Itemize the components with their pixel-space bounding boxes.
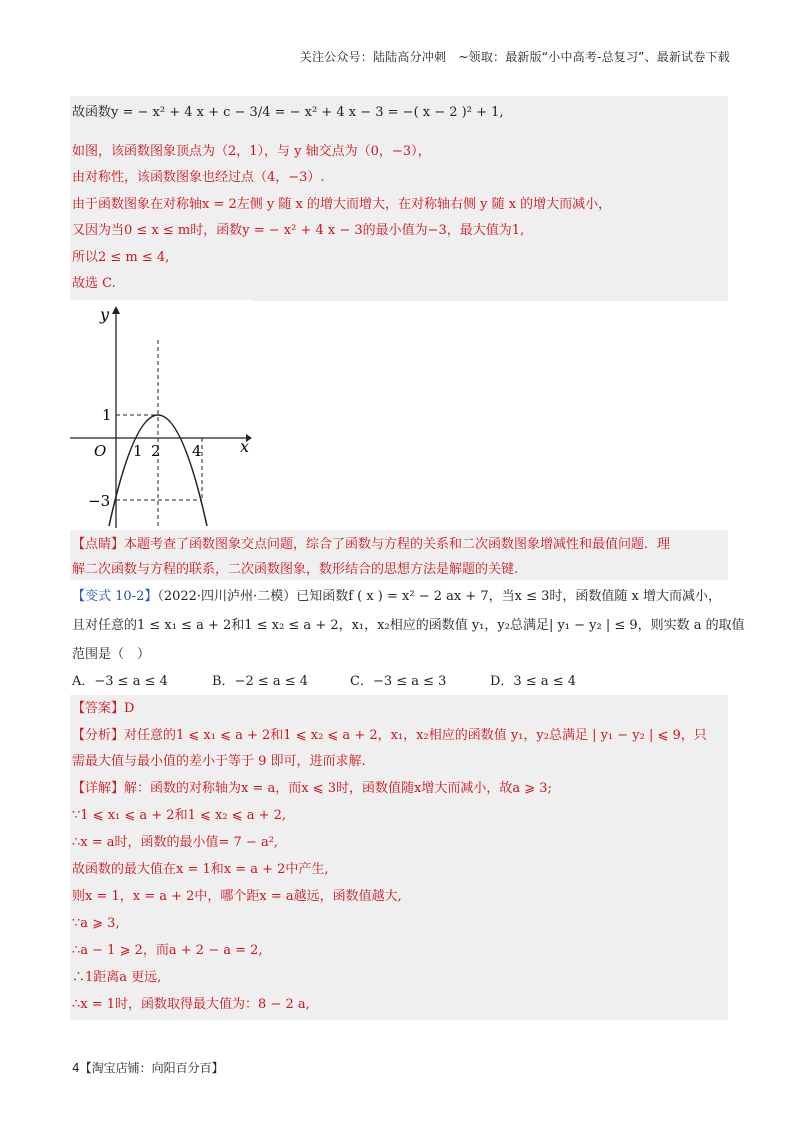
graph-tick-x1: 1 (133, 442, 143, 460)
solution-line-4: 由于函数图象在对称轴x = 2左侧 y 随 x 的增大而增大，在对称轴右侧 y 随 x 的增大而减小， (72, 197, 612, 212)
detail-line-8: ∴1距离a 更远, (72, 970, 162, 985)
question-tag: 【变式 10-2】 (72, 589, 158, 604)
solution-line-6: 所以2 ≤ m ≤ 4, (72, 250, 170, 265)
solution-line-5: 又因为当0 ≤ x ≤ m时，函数y = − x² + 4 x − 3的最小值为−3，最大值为1, (72, 223, 525, 238)
page-footer: 4【淘宝店铺：向阳百分百】 (72, 1061, 224, 1075)
solution-line-7: 故选 C. (72, 276, 116, 291)
graph-tick-x2: 2 (151, 442, 161, 460)
comment-line-2: 解二次函数与方程的联系，二次函数图象，数形结合的思想方法是解题的关键. (72, 562, 519, 577)
page-header: 关注公众号：陆陆高分冲刺 ~领取：最新版“小中高考-总复习”、最新试卷下载 (299, 50, 730, 64)
graph-y-label: y (100, 305, 110, 324)
detail-line-2: ∵1 ⩽ x₁ ⩽ a + 2和1 ⩽ x₂ ⩽ a + 2, (72, 808, 287, 823)
detail-line-5: 则x = 1，x = a + 2中，哪个距x = a越远，函数值越大, (72, 889, 402, 904)
detail-line-1: 【详解】解：函数的对称轴为x = a，而x ⩽ 3时，函数值随x增大而减小，故a ⩾ 3; (72, 781, 552, 796)
graph-tick-x4: 4 (192, 442, 202, 460)
analysis-line-1: 【分析】对任意的1 ⩽ x₁ ⩽ a + 2和1 ⩽ x₂ ⩽ a + 2，x₁，x₂相应的函数值 y₁，y₂总满足 | y₁ − y₂ | ⩽ 9，只 (72, 728, 707, 743)
solution-line-1: 故函数y = − x² + 4 x + c − 3/4 = − x² + 4 x − 3 = −( x − 2 )² + 1, (72, 105, 504, 120)
question-text-1: （2022·四川泸州·二模）已知函数f ( x ) = x² − 2 ax + 7，当x ≤ 3时，函数值随 x 增大而减小， (157, 589, 722, 604)
option-a: A．−3 ≤ a ≤ 4 (72, 674, 168, 689)
option-c: C．−3 ≤ a ≤ 3 (350, 674, 447, 689)
detail-line-7: ∴a − 1 ⩾ 2，而a + 2 − a = 2, (72, 943, 263, 958)
graph-tick-yneg3: −3 (88, 492, 111, 510)
solution-line-3: 由对称性，该函数图象也经过点（4，−3）. (72, 170, 325, 185)
comment-line-1: 【点睛】本题考查了函数图象交点问题，综合了函数与方程的关系和二次函数图象增减性和最值问题．理 (72, 537, 671, 552)
option-b: B．−2 ≤ a ≤ 4 (212, 674, 309, 689)
question-line-3: 范围是（ ） (72, 647, 151, 662)
solution-line-2: 如图，该函数图象顶点为（2，1），与 y 轴交点为（0，−3）， (72, 144, 431, 159)
detail-line-3: ∴x = a时，函数的最小值= 7 − a², (72, 835, 279, 850)
analysis-line-2: 需最大值与最小值的差小于等于 9 即可，进而求解. (72, 754, 366, 769)
graph-tick-y1: 1 (102, 406, 112, 424)
detail-line-4: 故函数的最大值在x = 1和x = a + 2中产生, (72, 862, 329, 877)
graph-x-label: x (240, 437, 250, 456)
detail-line-9: ∴x = 1时，函数取得最大值为：8 − 2 a, (72, 997, 310, 1012)
question-line-2: 且对任意的1 ≤ x₁ ≤ a + 2和1 ≤ x₂ ≤ a + 2，x₁，x₂相应的函数值 y₁，y₂总满足| y₁ − y₂ | ≤ 9，则实数 a 的取值 (72, 618, 745, 633)
detail-line-6: ∵a ⩾ 3, (72, 916, 120, 931)
option-d: D．3 ≤ a ≤ 4 (490, 674, 577, 689)
graph-origin-label: O (94, 442, 107, 460)
question-line-1 (72, 588, 721, 606)
answer-text: 【答案】D (72, 701, 135, 716)
parabola-graph (70, 300, 252, 528)
